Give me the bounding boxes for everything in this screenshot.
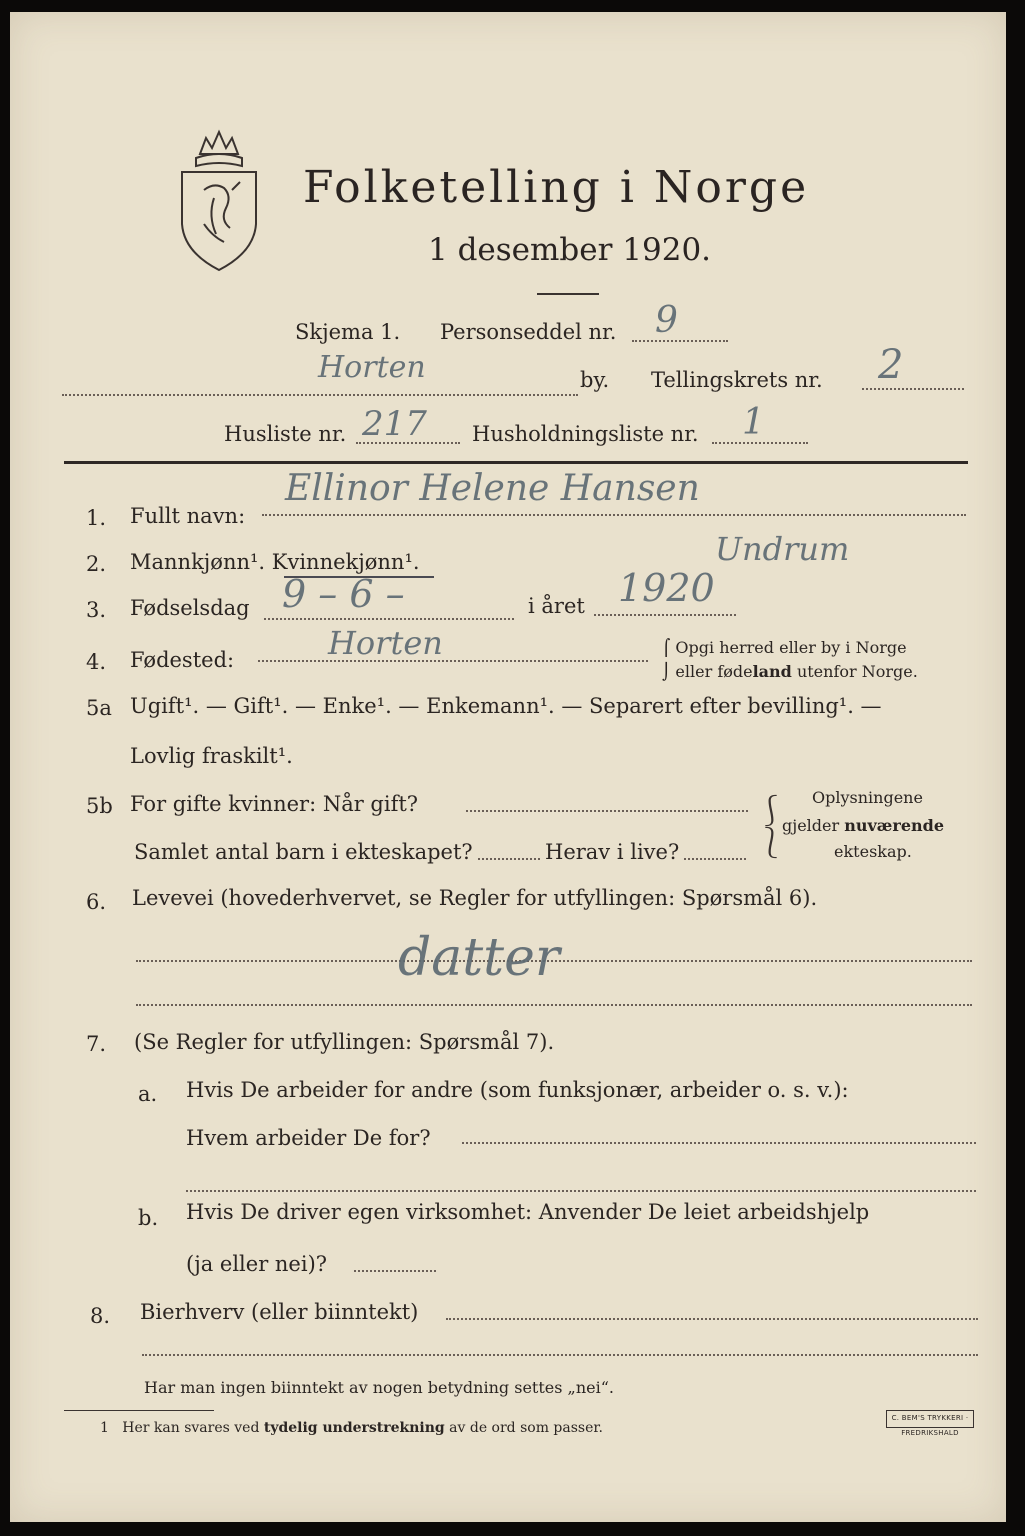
husholdning-value: 1 [742, 402, 765, 443]
field-1-number: 1. [86, 506, 107, 530]
sex-label: Mannkjønn¹. Kvinnekjønn¹. [130, 550, 420, 574]
title-divider [537, 293, 599, 295]
children-alive-line[interactable] [684, 858, 746, 860]
marriage-note-3: ekteskap. [834, 842, 912, 861]
secondary-income-label: Bierhverv (eller biinntekt) [140, 1300, 419, 1324]
children-total-line[interactable] [478, 858, 540, 860]
form-title: Folketelling i Norge [303, 162, 810, 213]
marriage-note-2b: nuværende [844, 816, 945, 835]
note-brace: ⎰ [756, 794, 786, 829]
field-4-number: 4. [86, 650, 107, 674]
census-date: 1 desember 1920. [428, 232, 712, 268]
skjema-label: Skjema 1. [295, 320, 401, 344]
full-name-extra: Undrum [715, 530, 850, 568]
tellingskrets-line[interactable] [862, 388, 964, 390]
field-5b-number: 5b [86, 794, 113, 818]
children-total-label: Samlet antal barn i ekteskapet? [134, 840, 473, 864]
field-8-number: 8. [90, 1304, 111, 1328]
birth-year-line[interactable] [594, 614, 736, 616]
field-6-number: 6. [86, 890, 107, 914]
tellingskrets-label: Tellingskrets nr. [651, 368, 823, 392]
personseddel-label: Personseddel nr. [440, 320, 617, 344]
birthplace-line[interactable] [258, 660, 648, 662]
employer-line-2[interactable] [186, 1190, 976, 1192]
question-7b-letter: b. [138, 1206, 159, 1230]
birthplace-note-text1: Opgi herred eller by i Norge [675, 638, 907, 657]
header-rule [64, 461, 968, 464]
by-value: Horten [318, 350, 426, 385]
married-when-label: For gifte kvinner: Når gift? [130, 792, 419, 816]
tellingskrets-value: 2 [878, 342, 904, 388]
birthdate-label: Fødselsdag [130, 596, 250, 620]
husliste-value: 217 [362, 404, 427, 444]
birthdate-value: 9 – 6 – [282, 572, 405, 616]
marriage-note-2 [782, 816, 944, 835]
birthplace-note-line1: ⌠ Opgi herred eller by i Norge [662, 638, 907, 657]
by-line[interactable] [62, 394, 578, 396]
husholdning-label: Husholdningsliste nr. [472, 422, 699, 446]
employer-line[interactable] [462, 1142, 976, 1144]
question-7-label: (Se Regler for utfyllingen: Spørsmål 7). [134, 1030, 555, 1054]
birthplace-label: Fødested: [130, 648, 235, 672]
birth-year-label: i året [528, 594, 585, 618]
hired-help-line[interactable] [354, 1270, 436, 1272]
secondary-income-line[interactable] [446, 1318, 978, 1320]
children-alive-label: Herav i live? [545, 840, 680, 864]
birthplace-note-text2c: utenfor Norge. [791, 662, 918, 681]
question-7a-letter: a. [138, 1082, 158, 1106]
full-name-line[interactable] [262, 514, 966, 516]
question-7a-label: Hvis De arbeider for andre (som funksjonær, arbeider o. s. v.): [186, 1078, 849, 1102]
birthdate-line[interactable] [264, 618, 514, 620]
field-3-number: 3. [86, 598, 107, 622]
employer-label: Hvem arbeider De for? [186, 1126, 431, 1150]
full-name-label: Fullt navn: [130, 504, 246, 528]
footnote-mark: 1 [100, 1420, 109, 1436]
occupation-value: datter [398, 928, 560, 988]
secondary-income-line-2[interactable] [142, 1354, 978, 1356]
question-7b-label: Hvis De driver egen virksomhet: Anvender De leiet arbeidshjelp [186, 1200, 870, 1224]
footnote [100, 1420, 603, 1436]
field-5a-number: 5a [86, 696, 112, 720]
occupation-label: Levevei (hovederhvervet, se Regler for utfyllingen: Spørsmål 6). [132, 886, 818, 910]
footnote-text-c: av de ord som passer. [444, 1420, 603, 1436]
full-name-value: Ellinor Helene Hansen [285, 468, 700, 509]
by-label: by. [580, 368, 610, 392]
birthplace-note-text2b: land [752, 662, 792, 681]
marriage-note-1: Oplysningene [812, 788, 923, 807]
note-brace-lower: ⎱ [756, 826, 786, 861]
hired-help-label: (ja eller nei)? [186, 1252, 328, 1276]
marital-status-options-2: Lovlig fraskilt¹. [130, 744, 293, 768]
footnote-text-a: Her kan svares ved [122, 1420, 264, 1436]
marital-status-options: Ugift¹. — Gift¹. — Enke¹. — Enkemann¹. — Separert efter bevilling¹. — [130, 694, 882, 718]
birthplace-note-line2: ⌡ eller fødeland utenfor Norge. [662, 662, 918, 681]
personseddel-line[interactable] [632, 340, 728, 342]
birth-year-value: 1920 [618, 566, 715, 610]
birthplace-note-text2a: eller føde [675, 662, 753, 681]
footnote-rule [64, 1410, 214, 1411]
occupation-line-2[interactable] [136, 1004, 972, 1006]
field-2-number: 2. [86, 552, 107, 576]
personseddel-value: 9 [655, 300, 678, 341]
footnote-text-b: tydelig understrekning [263, 1420, 445, 1436]
marriage-note-2a: gjelder [782, 816, 845, 835]
husliste-label: Husliste nr. [224, 422, 347, 446]
field-7-number: 7. [86, 1032, 107, 1056]
birthplace-value: Horten [328, 624, 443, 662]
coat-of-arms-emblem [174, 124, 264, 274]
secondary-income-note: Har man ingen biinntekt av nogen betydning settes „nei“. [144, 1378, 614, 1397]
married-when-line[interactable] [466, 810, 748, 812]
printer-stamp: C. BEM'S TRYKKERI · FREDRIKSHALD [886, 1410, 974, 1428]
